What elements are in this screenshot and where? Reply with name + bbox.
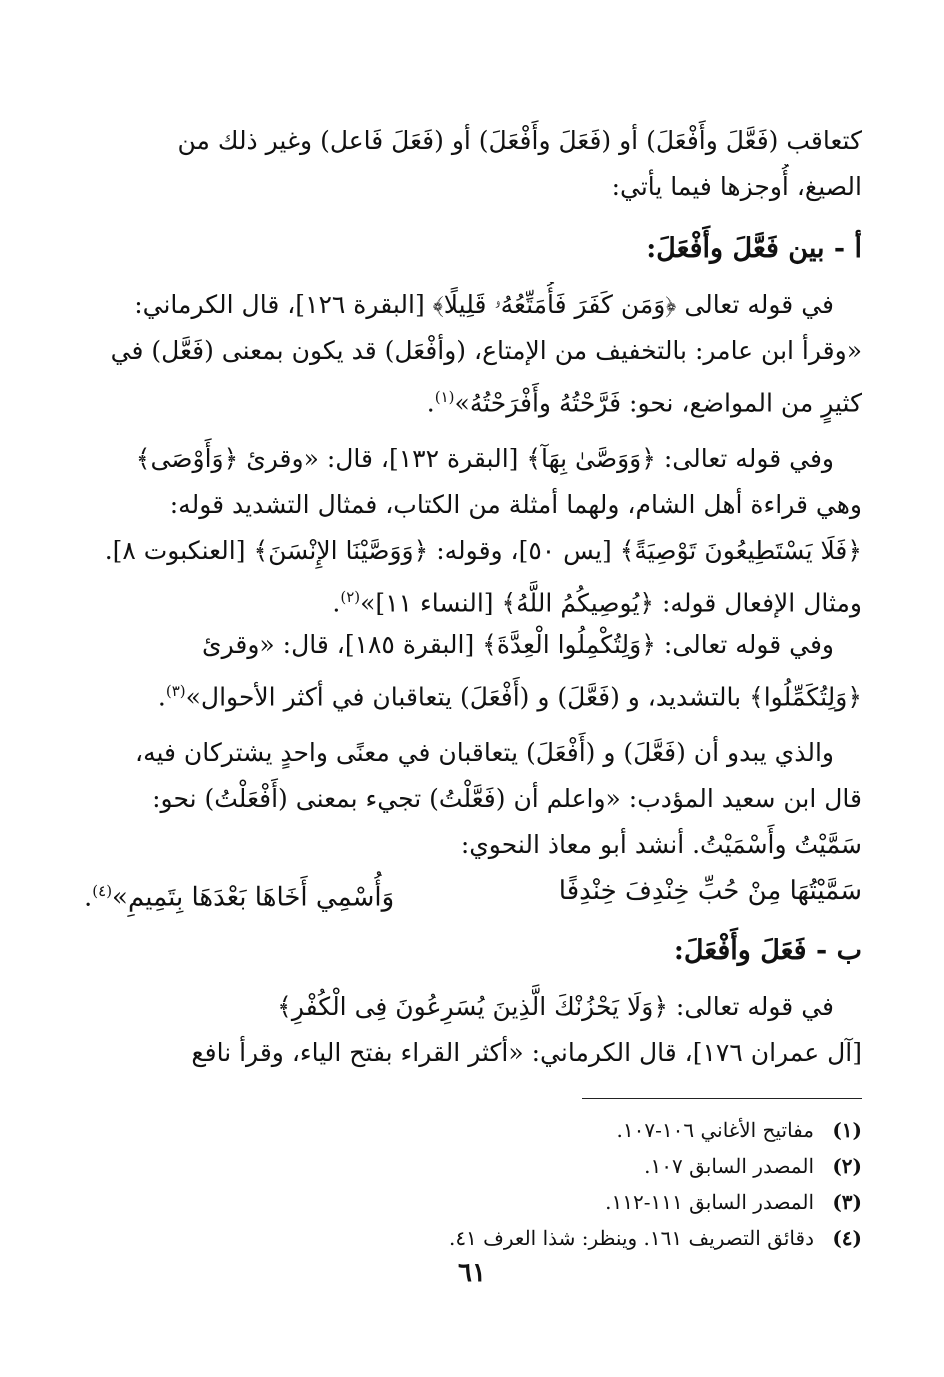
text-line: وهي قراءة أهل الشام، ولهما أمثلة من الكتاب، فمثال التشديد قوله:	[169, 490, 862, 519]
text-line	[84, 668, 862, 720]
text-run: .	[84, 882, 93, 913]
footnote-number: (٢)	[832, 1154, 862, 1178]
footnote	[84, 1112, 862, 1148]
text-run: كثيرٍ من المواضع، نحو: فَرَّحْتُهُ وأَفْرَحْتُهُ»	[454, 388, 862, 418]
footnote	[84, 1184, 862, 1220]
footnote-number: (٤)	[832, 1226, 862, 1250]
paragraph-karmani-4	[84, 984, 862, 1076]
poetry-verse	[84, 868, 862, 921]
footnote-text: دقائق التصريف ١٦١. وينظر: شذا العرف ٤١.	[448, 1226, 814, 1250]
text-line: في قوله تعالى ﴿وَمَن كَفَرَ فَأُمَتِّعُهُۥ قَلِيلًا﴾ [البقرة ١٢٦]، قال الكرماني:	[134, 290, 834, 319]
footnotes	[84, 1112, 862, 1256]
footnote-ref: (٤)	[92, 882, 113, 900]
section-heading-a: أ - بين فَعَّلَ وأَفْعَلَ:	[646, 233, 862, 264]
paragraph-karmani-1	[84, 282, 862, 426]
text-line: سَمَّيْتُ وأَسْمَيْتُ. أنشد أبو معاذ النحوي:	[460, 830, 862, 859]
footnote-ref: (٣)	[165, 682, 186, 700]
footnote-number: (٣)	[832, 1190, 862, 1214]
footnote-text: المصدر السابق ١٠٧.	[644, 1154, 814, 1178]
paragraph-karmani-3	[84, 622, 862, 720]
text-line: [آل عمران ١٧٦]، قال الكرماني: «أكثر القراء بفتح الياء، وقرأ نافع	[191, 1038, 862, 1067]
text-line: قال ابن سعيد المؤدب: «واعلم أن (فَعَّلْتُ) تجيء بمعنى (أَفْعَلْتُ) نحو:	[152, 784, 862, 813]
text-line	[84, 374, 862, 426]
text-run: ومثال الإفعال قوله: ﴿يُوصِيكُمُ اللَّهُ﴾ [النساء ١١]»	[360, 588, 862, 618]
footnote	[84, 1148, 862, 1184]
footnote-ref: (٢)	[340, 588, 361, 606]
verse-first-hemistich: سَمَّيْتُهَا مِنْ حُبِّ خِنْدِفَ خِنْدِفًا	[558, 876, 862, 906]
text-run: وَأُسْمِي أَخَاهَا بَعْدَهَا بِتَمِيمِ»	[112, 882, 395, 913]
footnote-ref: (١)	[434, 388, 455, 406]
text-run: .	[332, 588, 341, 618]
text-line: كتعاقب (فَعَّلَ وأَفْعَلَ) أو (فَعَلَ وأَفْعَلَ) أو (فَعَلَ فَاعل) وغير ذلك من	[177, 126, 862, 155]
footnote-text: مفاتيح الأغاني ١٠٦-١٠٧.	[616, 1118, 814, 1142]
text-run: ﴿وَلِتُكَمِّلُوا﴾ بالتشديد، و (فَعَّلَ) و (أَفْعَلَ) يتعاقبان في أكثر الأحوال»	[185, 682, 862, 712]
text-run: .	[426, 388, 435, 418]
footnote-divider	[582, 1098, 862, 1099]
text-line	[84, 574, 862, 626]
text-line: ﴿فَلَا يَسْتَطِيعُونَ تَوْصِيَةً﴾ [يس ٥٠]، وقوله: ﴿وَوَصَّيْنَا الإِنْسَنَ﴾ [العنكبوت ٨].	[104, 536, 862, 565]
text-line: وفي قوله تعالى: ﴿وَلِتُكْمِلُوا الْعِدَّةَ﴾ [البقرة ١٨٥]، قال: «وقرئ	[202, 630, 834, 659]
text-run: .	[157, 682, 166, 712]
page-number: ٦١	[458, 1258, 486, 1288]
text-line: والذي يبدو أن (فَعَّلَ) و (أَفْعَلَ) يتعاقبان في معنًى واحدٍ يشتركان فيه،	[135, 738, 834, 767]
section-heading-b: ب - فَعَلَ وأَفْعَلَ:	[673, 935, 862, 966]
text-line: في قوله تعالى: ﴿وَلَا يَحْزُنْكَ الَّذِينَ يُسَرِعُونَ فِى الْكُفْرِ﴾	[277, 992, 834, 1021]
verse-second-hemistich	[84, 868, 394, 921]
intro-paragraph	[84, 118, 862, 210]
text-line: الصيغ، أُوجزها فيما يأتي:	[611, 172, 862, 201]
text-line: وفي قوله تعالى: ﴿وَوَصَّىٰ بِهَآ﴾ [البقرة ١٣٢]، قال: «وقرئ ﴿وَأَوْصَى﴾	[135, 444, 834, 473]
text-line: «وقرأ ابن عامر: بالتخفيف من الإمتاع، (وأفْعَل) قد يكون بمعنى (فَعَّل) في	[110, 336, 862, 365]
paragraph-explanation	[84, 730, 862, 868]
footnote-number: (١)	[832, 1118, 862, 1142]
footnote-text: المصدر السابق ١١١-١١٢.	[605, 1190, 814, 1214]
paragraph-karmani-2	[84, 436, 862, 626]
footnote	[84, 1220, 862, 1256]
